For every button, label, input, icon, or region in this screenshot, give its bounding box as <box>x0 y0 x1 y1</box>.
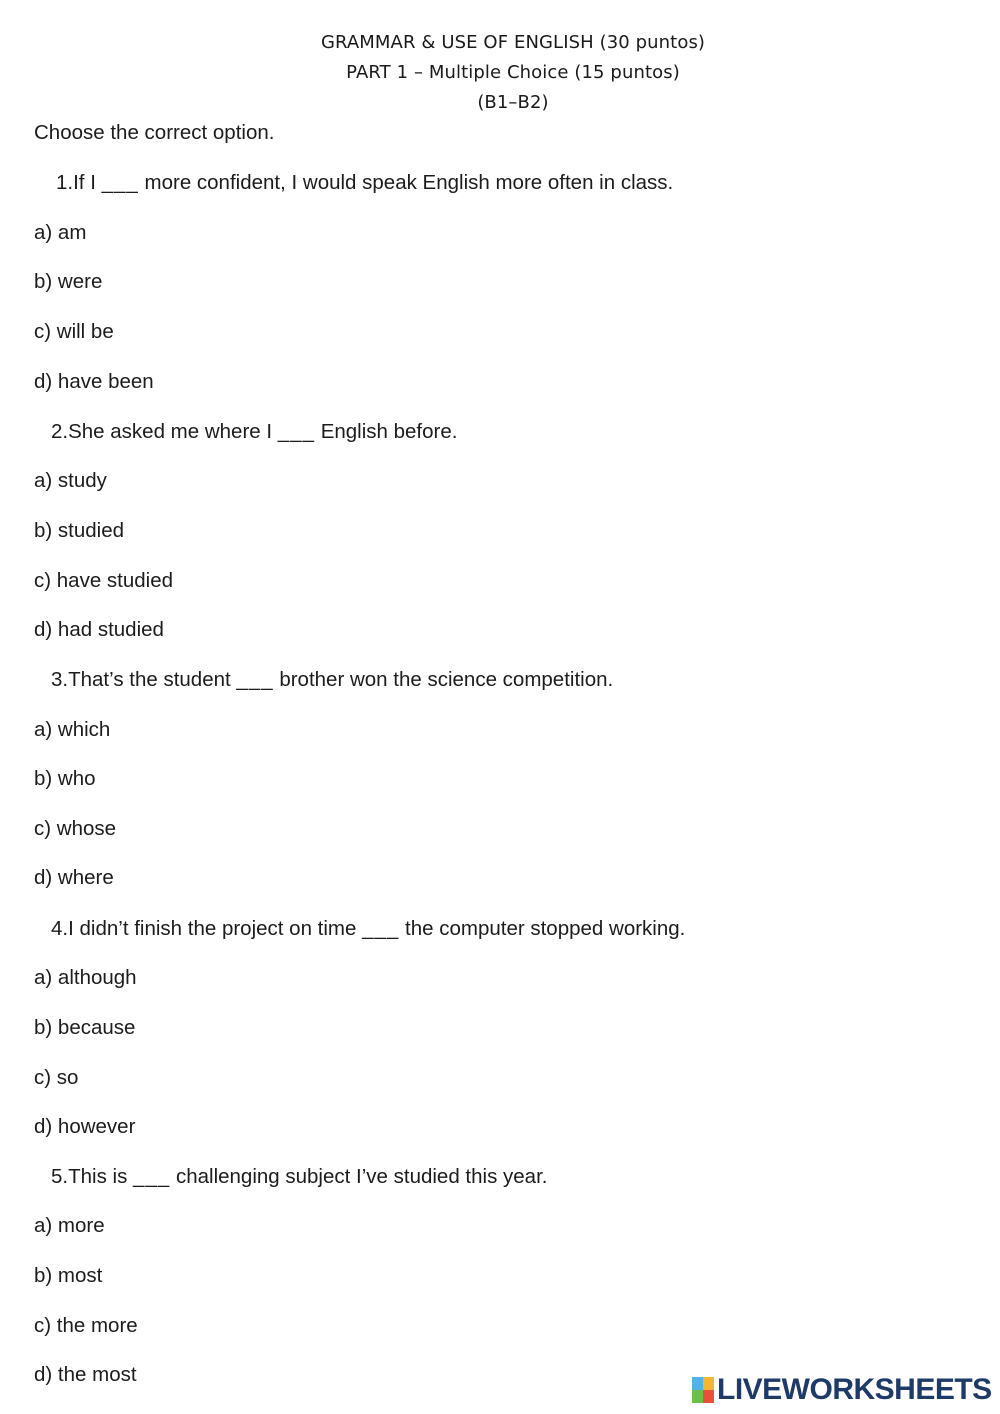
option-5c: c) the more <box>34 1314 138 1337</box>
logo-square-yellow <box>703 1377 714 1390</box>
option-4d: d) however <box>34 1115 136 1138</box>
question-number: 4. <box>51 917 69 940</box>
logo-square-blue <box>692 1377 703 1390</box>
option-3d: d) where <box>34 866 114 889</box>
option-4c: c) so <box>34 1066 79 1089</box>
question-text-after: English before. <box>315 420 458 443</box>
option-5b: b) most <box>34 1264 103 1287</box>
level-label: (B1–B2) <box>477 92 549 113</box>
logo-square-red <box>703 1390 714 1403</box>
option-1a: a) am <box>34 221 87 244</box>
question-text-after: brother won the science competition. <box>273 668 614 691</box>
option-4a: a) although <box>34 966 137 989</box>
option-3c: c) whose <box>34 817 117 840</box>
logo-icon <box>692 1377 714 1403</box>
option-1c: c) will be <box>34 320 114 343</box>
logo-text: LIVEWORKSHEETS <box>717 1373 992 1406</box>
question-text-after: the computer stopped working. <box>399 917 686 940</box>
answer-blank: ___ <box>362 917 400 940</box>
question-3 <box>51 668 613 692</box>
question-text-before: I didn’t finish the project on time <box>68 917 363 940</box>
question-number: 1. <box>56 171 74 194</box>
logo-square-green <box>692 1390 703 1403</box>
question-5 <box>51 1165 547 1189</box>
option-3b: b) who <box>34 767 96 790</box>
liveworksheets-logo <box>692 1373 992 1407</box>
question-4 <box>51 917 685 941</box>
question-2 <box>51 420 457 444</box>
instruction-text: Choose the correct option. <box>34 121 275 144</box>
question-1 <box>56 171 673 195</box>
answer-blank: ___ <box>236 668 274 691</box>
option-5a: a) more <box>34 1214 105 1237</box>
question-text-before: This is <box>68 1165 134 1188</box>
question-text-after: challenging subject I’ve studied this year. <box>170 1165 548 1188</box>
answer-blank: ___ <box>277 420 315 443</box>
option-1d: d) have been <box>34 370 154 393</box>
option-2b: b) studied <box>34 519 125 542</box>
option-2d: d) had studied <box>34 618 164 641</box>
question-number: 2. <box>51 420 69 443</box>
option-1b: b) were <box>34 270 103 293</box>
part-title: PART 1 – Multiple Choice (15 puntos) <box>346 62 680 83</box>
question-text-after: more confident, I would speak English more often in class. <box>138 171 674 194</box>
question-text-before: That’s the student <box>68 668 237 691</box>
question-text-before: If I <box>73 171 102 194</box>
question-number: 3. <box>51 668 69 691</box>
option-5d: d) the most <box>34 1363 137 1386</box>
option-4b: b) because <box>34 1016 136 1039</box>
option-3a: a) which <box>34 718 111 741</box>
answer-blank: ___ <box>101 171 139 194</box>
answer-blank: ___ <box>133 1165 171 1188</box>
option-2c: c) have studied <box>34 569 174 592</box>
question-text-before: She asked me where I <box>68 420 278 443</box>
worksheet-title: GRAMMAR & USE OF ENGLISH (30 puntos) <box>320 32 706 53</box>
option-2a: a) study <box>34 469 107 492</box>
question-number: 5. <box>51 1165 69 1188</box>
